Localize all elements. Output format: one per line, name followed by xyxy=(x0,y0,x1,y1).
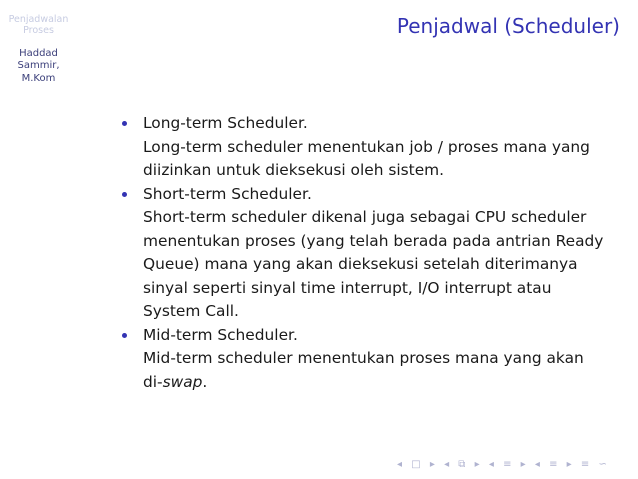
nav-next-subsection-icon[interactable]: ▸ xyxy=(520,459,527,470)
bullet-icon xyxy=(122,192,127,197)
nav-subsection-icon[interactable]: ⧉ xyxy=(458,459,467,470)
bullet-item xyxy=(117,183,617,324)
beamer-navigation xyxy=(397,459,612,470)
author-line: Haddad xyxy=(19,48,58,59)
bullet-line: Long-term scheduler menentukan job / proses mana yang xyxy=(143,137,590,156)
sidebar-section-title[interactable] xyxy=(0,14,77,36)
bullet-heading: Long-term Scheduler. xyxy=(143,114,308,132)
bullet-item xyxy=(117,112,617,183)
nav-align-icon[interactable]: ≡ xyxy=(580,459,591,470)
sidebar xyxy=(0,0,77,479)
bullet-line: Short-term scheduler dikenal juga sebagai CPU scheduler xyxy=(143,208,587,226)
bullet-line: Queue) mana yang akan dieksekusi setelah diterimanya xyxy=(143,255,578,273)
nav-next-slide-icon[interactable]: ▸ xyxy=(429,459,436,470)
bullet-line: diizinkan untuk dieksekusi oleh sistem. xyxy=(143,161,445,179)
author-line: Sammir, xyxy=(17,60,60,72)
nav-search-icon[interactable]: ∽ xyxy=(598,459,608,470)
nav-section-list-icon[interactable]: ≡ xyxy=(549,459,559,470)
bullet-icon xyxy=(122,333,127,338)
nav-next-section-icon[interactable]: ▸ xyxy=(566,459,573,470)
nav-next-frame-icon[interactable]: ▸ xyxy=(474,459,481,470)
bullet-line xyxy=(143,371,617,395)
sidebar-section-line: Penjadwalan xyxy=(8,14,69,25)
swap-suffix: . xyxy=(202,372,208,391)
bullet-heading: Short-term Scheduler. xyxy=(143,184,312,203)
bullet-line: menentukan proses (yang telah berada pada antrian Ready xyxy=(143,231,604,250)
nav-subsection-list-icon[interactable]: ≡ xyxy=(503,459,513,470)
swap-prefix: di- xyxy=(143,372,163,391)
bullet-line: Mid-term scheduler menentukan proses mana yang akan xyxy=(143,349,584,367)
swap-emphasis: swap xyxy=(162,372,203,391)
sidebar-author xyxy=(0,48,77,85)
bullet-line: sinyal seperti sinyal time interrupt, I/O interrupt atau xyxy=(143,278,552,297)
slide-content xyxy=(117,112,617,394)
nav-prev-slide-icon[interactable]: ◂ xyxy=(397,459,404,470)
nav-frame-icon[interactable]: □ xyxy=(411,459,422,470)
bullet-item xyxy=(117,324,617,395)
nav-prev-subsection-icon[interactable]: ◂ xyxy=(488,459,495,470)
nav-prev-section-icon[interactable]: ◂ xyxy=(534,459,541,470)
sidebar-section-line: Proses xyxy=(23,25,54,36)
author-line: M.Kom xyxy=(21,72,56,84)
nav-prev-frame-icon[interactable]: ◂ xyxy=(444,459,451,470)
bullet-heading: Mid-term Scheduler. xyxy=(143,325,298,344)
slide-title: Penjadwal (Scheduler) xyxy=(396,14,620,38)
bullet-line: System Call. xyxy=(143,302,239,320)
bullet-icon xyxy=(122,121,127,126)
